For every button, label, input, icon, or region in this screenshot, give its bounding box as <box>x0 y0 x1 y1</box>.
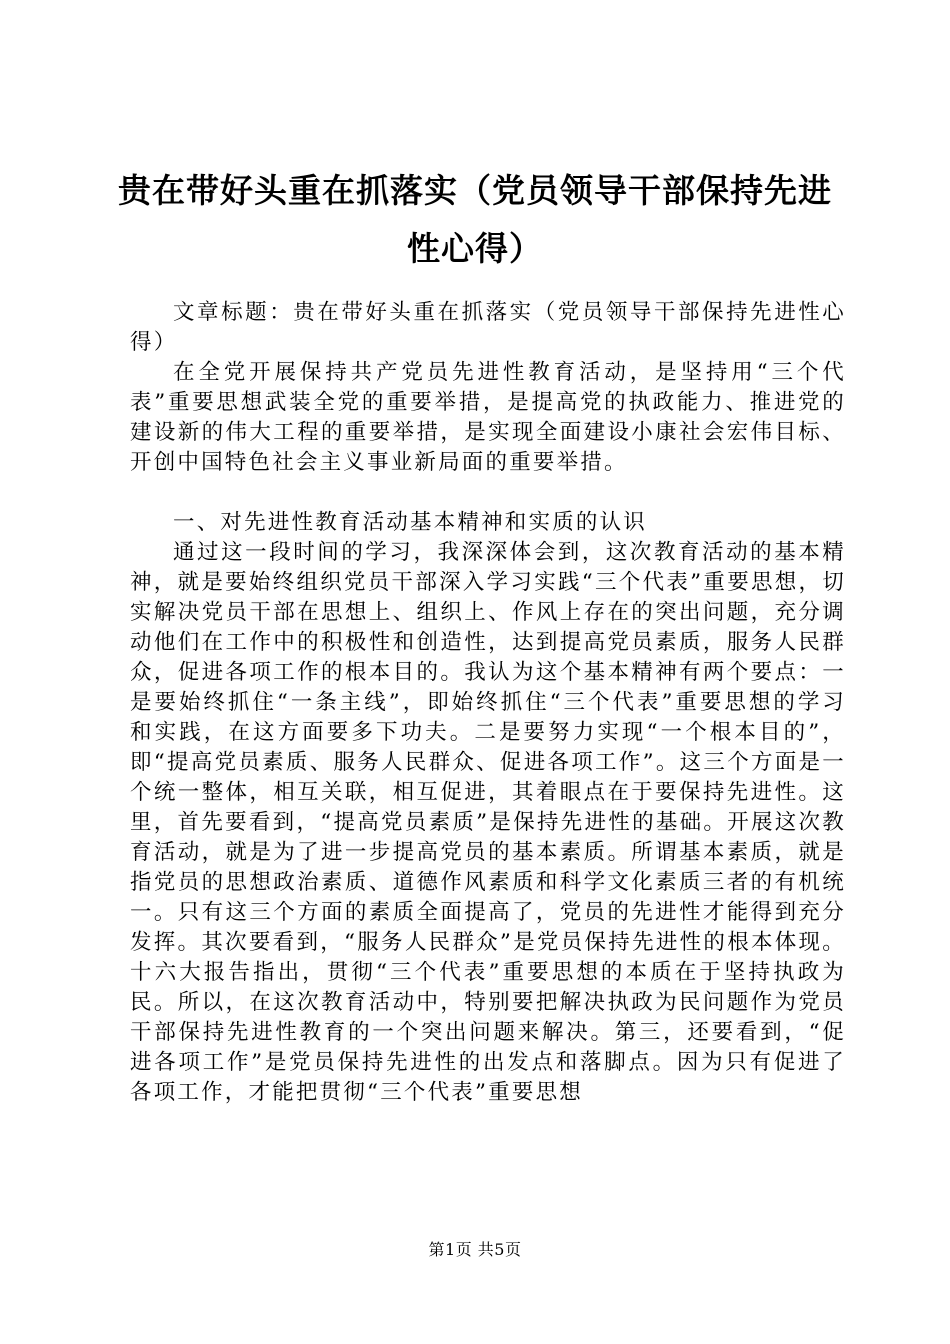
body-paragraph: 通过这一段时间的学习，我深深体会到，这次教育活动的基本精神，就是要始终组织党员干部深入学习实践“三个代表”重要思想，切实解决党员干部在思想上、组织上、作风上存在的突出问题，充分调动他们在工作中的积极性和创造性，达到提高党员素质，服务人民群众，促进各项工作的根本目的。我认为这个基本精神有两个要点：一是要始终抓住“一条主线”，即始终抓住“三个代表”重要思想的学习和实践，在这方面要多下功夫。二是要努力实现“一个根本目的”，即“提高党员素质、服务人民群众、促进各项工作”。这三个方面是一个统一整体，相互关联，相互促进，其着眼点在于要保持先进性。这里，首先要看到，“提高党员素质”是保持先进性的基础。开展这次教育活动，就是为了进一步提高党员的基本素质。所谓基本素质，就是指党员的思想政治素质、道德作风素质和科学文化素质三者的有机统一。只有这三个方面的素质全面提高了，党员的先进性才能得到充分发挥。其次要看到，“服务人民群众”是党员保持先进性的根本体现。十六大报告指出，贯彻“三个代表”重要思想的本质在于坚持执政为民。所以，在这次教育活动中，特别要把解决执政为民问题作为党员干部保持先进性教育的一个突出问题来解决。第三，还要看到，“促进各项工作”是党员保持先进性的出发点和落脚点。因为只有促进了各项工作，才能把贯彻“三个代表”重要思想 <box>130 540 846 1105</box>
paragraph-spacer <box>130 478 846 508</box>
document-body <box>130 298 846 1108</box>
page-footer: 第1页 共5页 <box>428 1240 522 1259</box>
document-title: 贵在带好头重在抓落实（党员领导干部保持先进性心得） <box>118 171 832 268</box>
section-heading: 一、对先进性教育活动基本精神和实质的认识 <box>173 510 648 535</box>
intro-paragraph: 在全党开展保持共产党员先进性教育活动，是坚持用“三个代表”重要思想武装全党的重要举措，是提高党的执政能力、推进党的建设新的伟大工程的重要举措，是实现全面建设小康社会宏伟目标、开创中国特色社会主义事业新局面的重要举措。 <box>130 360 846 475</box>
article-title-line: 文章标题：贵在带好头重在抓落实（党员领导干部保持先进性心得） <box>130 300 846 355</box>
